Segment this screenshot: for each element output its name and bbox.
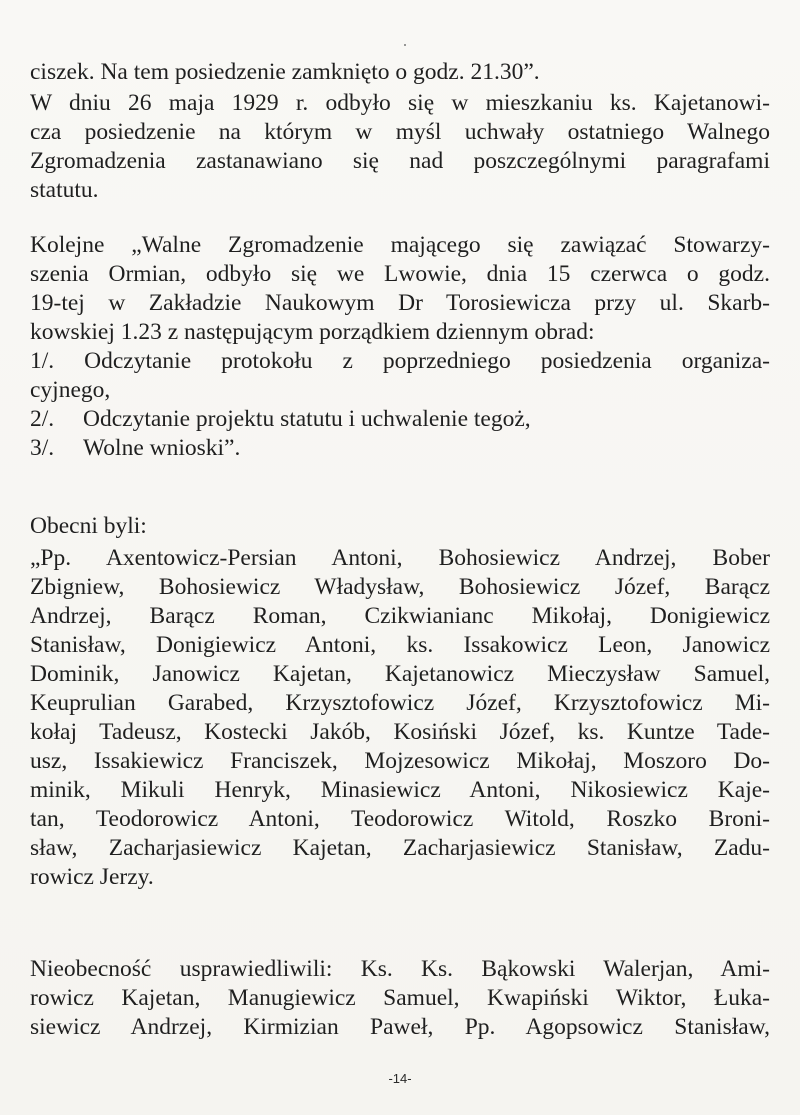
agenda-item-number: 2/.	[30, 406, 55, 432]
paragraph-4	[30, 512, 770, 541]
text-line: statutu.	[30, 177, 99, 203]
text-line: szenia Ormian, odbyło się we Lwowie, dnia 15 czerwca o godz.	[30, 261, 770, 287]
text-line: cyjnego,	[30, 377, 111, 403]
paragraph-2	[30, 89, 770, 205]
text-line: Andrzej, Barącz Roman, Czikwianianc Mikołaj, Donigiewicz	[30, 603, 770, 629]
text-line: tan, Teodorowicz Antoni, Teodorowicz Witold, Roszko Broni-	[30, 806, 770, 832]
text-line: Zgromadzenia zastanawiano się nad poszczególnymi paragrafami	[30, 148, 770, 174]
text-line: minik, Mikuli Henryk, Minasiewicz Antoni, Nikosiewicz Kaje-	[30, 777, 770, 803]
agenda-item-2	[30, 405, 770, 434]
text-line: cza posiedzenie na którym w myśl uchwały ostatniego Walnego	[30, 119, 770, 145]
text-line: Zbigniew, Bohosiewicz Władysław, Bohosiewicz Józef, Barącz	[30, 574, 770, 600]
text-line: W dniu 26 maja 1929 r. odbyło się w mieszkaniu ks. Kajetanowi-	[30, 90, 770, 116]
text-line: Keuprulian Garabed, Krzysztofowicz Józef, Krzysztofowicz Mi-	[30, 690, 770, 716]
paragraph-3	[30, 231, 770, 463]
agenda-item-text: Wolne wnioski”.	[83, 435, 241, 461]
text-line: „Pp. Axentowicz-Persian Antoni, Bohosiewicz Andrzej, Bober	[30, 545, 770, 571]
text-line: Dominik, Janowicz Kajetan, Kajetanowicz Mieczysław Samuel,	[30, 661, 770, 687]
text-line: Obecni byli:	[30, 513, 147, 539]
text-line: Kolejne „Walne Zgromadzenie mającego się zawiązać Stowarzy-	[30, 232, 770, 258]
text-line: rowicz Jerzy.	[30, 864, 154, 890]
print-speck	[404, 44, 406, 46]
paragraph-6-absentees	[30, 955, 770, 1042]
text-line: Nieobecność usprawiedliwili: Ks. Ks. Bąkowski Walerjan, Ami-	[30, 956, 770, 982]
text-line: Stanisław, Donigiewicz Antoni, ks. Issakowicz Leon, Janowicz	[30, 632, 770, 658]
agenda-item-3	[30, 434, 770, 463]
text-line: siewicz Andrzej, Kirmizian Paweł, Pp. Agopsowicz Stanisław,	[30, 1014, 770, 1040]
agenda-item-number: 3/.	[30, 435, 55, 461]
agenda-item-text: Odczytanie projektu statutu i uchwalenie tegoż,	[83, 406, 531, 432]
text-line: ciszek. Na tem posiedzenie zamknięto o godz. 21.30”.	[30, 59, 540, 85]
text-line: sław, Zacharjasiewicz Kajetan, Zacharjasiewicz Stanisław, Zadu-	[30, 835, 770, 861]
text-line: kowskiej 1.23 z następującym porządkiem dziennym obrad:	[30, 319, 595, 345]
paragraph-1	[30, 58, 770, 87]
text-line: kołaj Tadeusz, Kostecki Jakób, Kosiński Józef, ks. Kuntze Tade-	[30, 719, 770, 745]
text-line: usz, Issakiewicz Franciszek, Mojzesowicz Mikołaj, Moszoro Do-	[30, 748, 770, 774]
text-line: 1/. Odczytanie protokołu z poprzedniego posiedzenia organiza-	[30, 348, 770, 374]
text-line: 19-tej w Zakładzie Naukowym Dr Torosiewicza przy ul. Skarb-	[30, 290, 770, 316]
text-line: rowicz Kajetan, Manugiewicz Samuel, Kwapiński Wiktor, Łuka-	[30, 985, 770, 1011]
paragraph-5-attendees	[30, 544, 770, 892]
page-number: -14-	[388, 1071, 412, 1086]
